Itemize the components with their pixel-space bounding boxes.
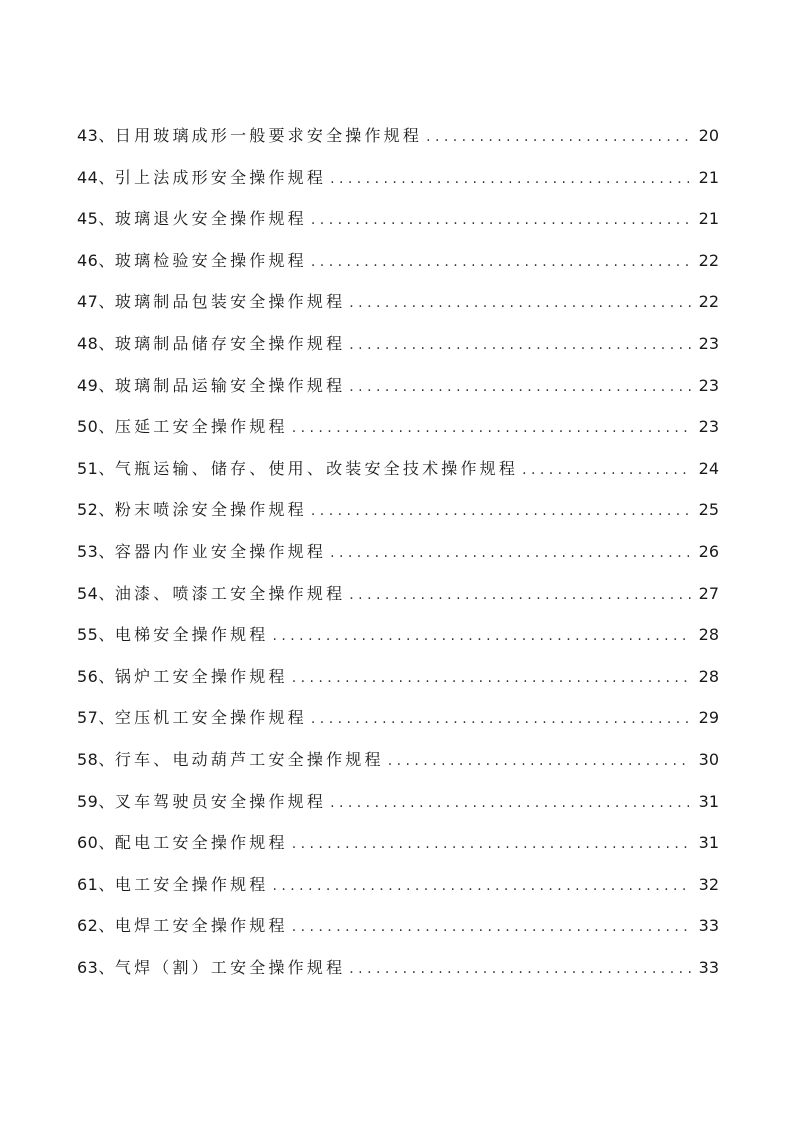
toc-entry[interactable]	[77, 614, 719, 656]
entry-page-number: 33	[698, 916, 719, 936]
entry-title: 玻璃制品运输安全操作规程	[114, 375, 346, 395]
entry-number: 55、	[77, 625, 115, 645]
entry-page-number: 33	[698, 957, 719, 977]
entry-page-number: 25	[698, 500, 719, 520]
entry-page-number: 23	[698, 375, 719, 395]
toc-entry[interactable]	[77, 281, 719, 323]
dot-leader	[330, 783, 691, 825]
entry-number: 45、	[77, 209, 115, 229]
entry-number: 54、	[77, 583, 115, 603]
entry-page-number: 28	[698, 625, 719, 645]
entry-number: 51、	[77, 458, 115, 478]
entry-number: 57、	[77, 708, 115, 728]
entry-page-number: 20	[698, 126, 719, 145]
toc-entry[interactable]	[77, 739, 719, 781]
entry-number: 49、	[77, 375, 115, 395]
entry-page-number: 30	[698, 749, 719, 769]
toc-entry[interactable]	[77, 905, 719, 947]
entry-title: 空压机工安全操作规程	[114, 708, 307, 728]
entry-page-number: 31	[698, 833, 719, 853]
dot-leader	[349, 949, 691, 991]
dot-leader	[292, 824, 691, 866]
dot-leader	[522, 450, 691, 492]
entry-number: 59、	[77, 791, 115, 811]
entry-page-number: 24	[698, 458, 719, 478]
toc-entry[interactable]	[77, 697, 719, 739]
toc-entry[interactable]	[77, 489, 719, 531]
toc-entry[interactable]	[77, 323, 719, 365]
entry-title: 玻璃制品储存安全操作规程	[114, 333, 346, 353]
entry-page-number: 29	[698, 708, 719, 728]
toc-entry[interactable]	[77, 822, 719, 864]
entry-page-number: 23	[698, 333, 719, 353]
entry-title: 电工安全操作规程	[114, 874, 269, 894]
dot-leader	[426, 117, 691, 159]
dot-leader	[349, 575, 691, 617]
entry-title: 电梯安全操作规程	[114, 625, 269, 645]
entry-page-number: 32	[698, 874, 719, 894]
entry-number: 52、	[77, 500, 115, 520]
entry-number: 44、	[77, 167, 115, 187]
dot-leader	[311, 491, 691, 533]
entry-number: 60、	[77, 833, 115, 853]
entry-page-number: 21	[698, 209, 719, 229]
dot-leader	[349, 367, 691, 409]
entry-number: 53、	[77, 541, 115, 561]
entry-number: 46、	[77, 250, 115, 270]
entry-page-number: 28	[698, 666, 719, 686]
entry-title: 行车、电动葫芦工安全操作规程	[114, 749, 384, 769]
dot-leader	[349, 283, 691, 325]
toc-entry[interactable]	[77, 781, 719, 823]
entry-number: 47、	[77, 292, 115, 312]
entry-page-number: 21	[698, 167, 719, 187]
dot-leader	[388, 741, 691, 783]
entry-page-number: 27	[698, 583, 719, 603]
entry-title: 锅炉工安全操作规程	[114, 666, 288, 686]
dot-leader	[292, 658, 691, 700]
toc-entry[interactable]	[77, 115, 719, 157]
entry-title: 引上法成形安全操作规程	[114, 167, 327, 187]
toc-entry[interactable]	[77, 198, 719, 240]
toc-entry[interactable]	[77, 573, 719, 615]
entry-title: 气焊（割）工安全操作规程	[114, 957, 346, 977]
entry-number: 56、	[77, 666, 115, 686]
entry-page-number: 22	[698, 250, 719, 270]
dot-leader	[292, 408, 691, 450]
entry-number: 58、	[77, 749, 115, 769]
entry-title: 粉末喷涂安全操作规程	[114, 500, 307, 520]
entry-title: 气瓶运输、储存、使用、改装安全技术操作规程	[114, 458, 519, 478]
dot-leader	[330, 533, 691, 575]
entry-number: 43、	[77, 126, 115, 145]
entry-page-number: 26	[698, 541, 719, 561]
dot-leader	[311, 699, 691, 741]
entry-title: 压延工安全操作规程	[114, 417, 288, 437]
dot-leader	[272, 616, 691, 658]
entry-number: 63、	[77, 957, 115, 977]
entry-title: 玻璃制品包装安全操作规程	[114, 292, 346, 312]
dot-leader	[311, 200, 691, 242]
entry-title: 电焊工安全操作规程	[114, 916, 288, 936]
toc-entry[interactable]	[77, 240, 719, 282]
entry-title: 日用玻璃成形一般要求安全操作规程	[114, 126, 423, 145]
dot-leader	[330, 159, 691, 201]
toc-entry[interactable]	[77, 656, 719, 698]
toc-entry[interactable]	[77, 157, 719, 199]
toc-entry[interactable]	[77, 448, 719, 490]
entry-page-number: 23	[698, 417, 719, 437]
entry-title: 玻璃检验安全操作规程	[114, 250, 307, 270]
toc-entry[interactable]	[77, 365, 719, 407]
table-of-contents	[77, 115, 719, 988]
dot-leader	[292, 907, 691, 949]
toc-entry[interactable]	[77, 947, 719, 989]
entry-title: 油漆、喷漆工安全操作规程	[114, 583, 346, 603]
dot-leader	[311, 242, 691, 284]
toc-entry[interactable]	[77, 406, 719, 448]
entry-page-number: 31	[698, 791, 719, 811]
entry-title: 叉车驾驶员安全操作规程	[114, 791, 327, 811]
entry-number: 50、	[77, 417, 115, 437]
entry-title: 容器内作业安全操作规程	[114, 541, 327, 561]
entry-title: 配电工安全操作规程	[114, 833, 288, 853]
entry-page-number: 22	[698, 292, 719, 312]
entry-number: 61、	[77, 874, 115, 894]
entry-number: 48、	[77, 333, 115, 353]
toc-entry[interactable]	[77, 864, 719, 906]
dot-leader	[272, 866, 691, 908]
entry-number: 62、	[77, 916, 115, 936]
toc-entry[interactable]	[77, 531, 719, 573]
entry-title: 玻璃退火安全操作规程	[114, 209, 307, 229]
dot-leader	[349, 325, 691, 367]
